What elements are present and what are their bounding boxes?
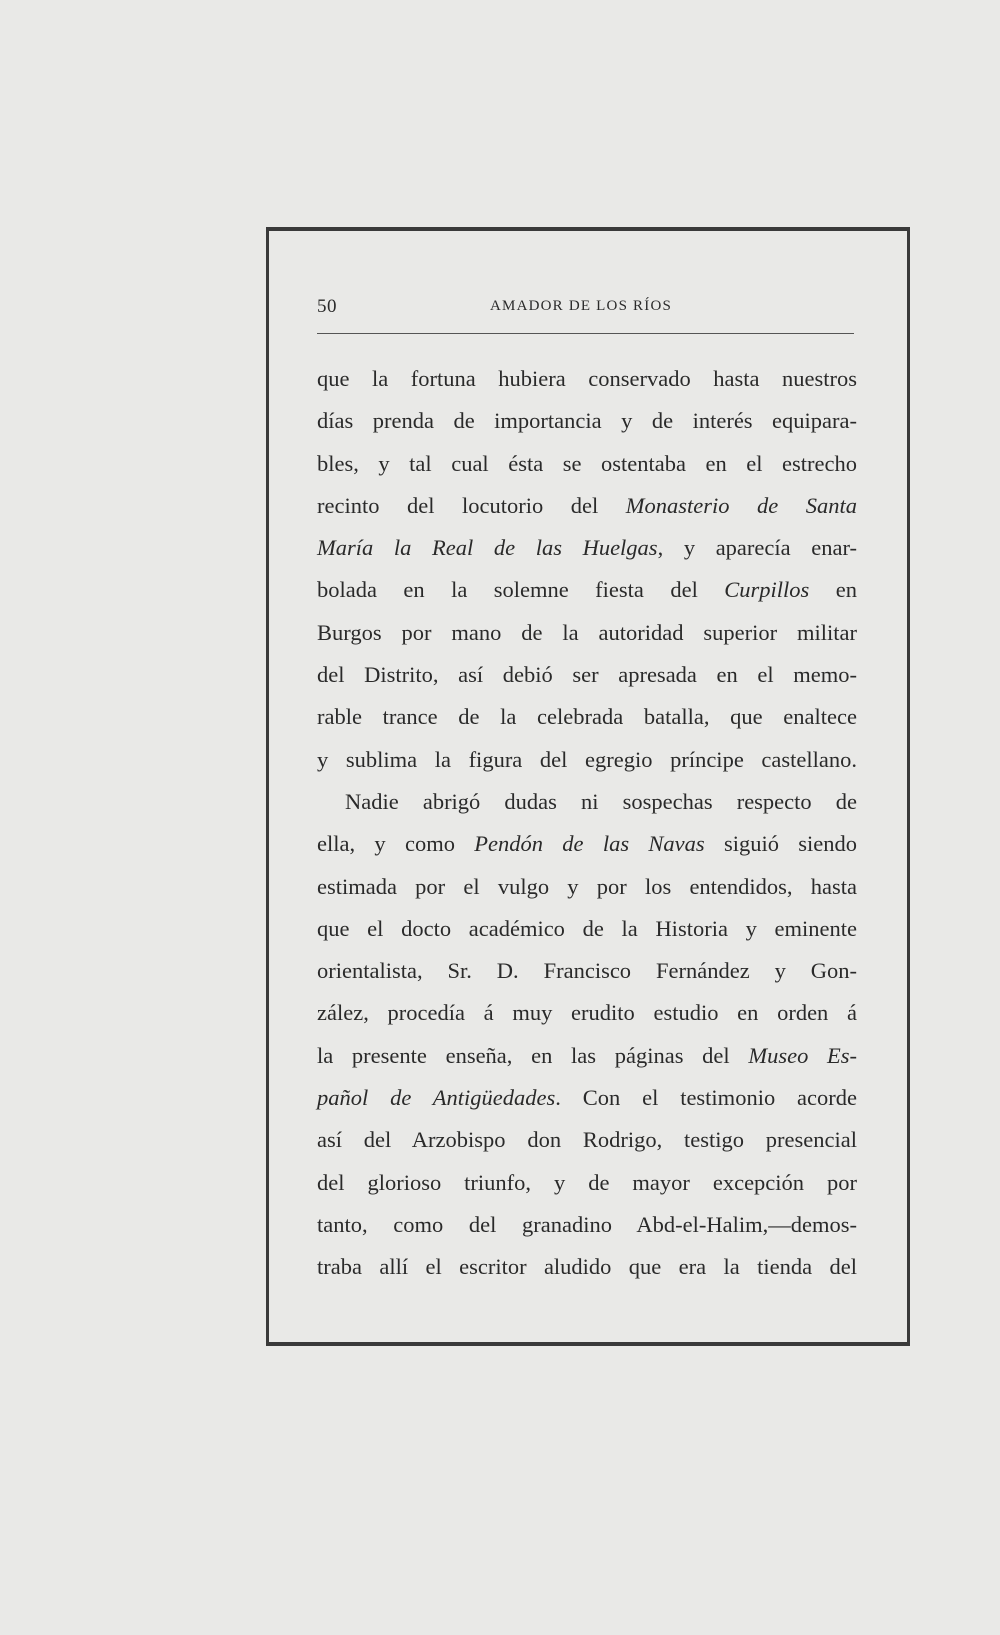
- text-span: la presente enseña, en las páginas del: [317, 1042, 749, 1068]
- text-line: [317, 823, 857, 865]
- italic-text: Monasterio de Santa: [625, 492, 857, 518]
- text-line: [317, 1162, 857, 1204]
- italic-text: María la Real de las Huelgas: [317, 535, 658, 561]
- text-span: Nadie abrigó dudas ni sospechas respecto de: [345, 788, 857, 814]
- text-span: orientalista, Sr. D. Francisco Fernández y Gon-: [317, 958, 857, 984]
- text-line: [317, 358, 857, 400]
- italic-text: Pendón de las Navas: [474, 831, 705, 857]
- text-line: [317, 950, 857, 992]
- text-span: así del Arzobispo don Rodrigo, testigo presencial: [317, 1127, 857, 1153]
- header-rule: [317, 333, 854, 334]
- text-line: [317, 696, 857, 738]
- text-line: [317, 654, 857, 696]
- text-span: estimada por el vulgo y por los entendidos, hasta: [317, 873, 857, 899]
- text-span: en: [809, 577, 857, 603]
- text-span: del glorioso triunfo, y de mayor excepción por: [317, 1169, 857, 1195]
- text-span: que el docto académico de la Historia y eminente: [317, 915, 857, 941]
- text-line: [317, 443, 857, 485]
- text-span: y sublima la figura del egregio príncipe castellano.: [317, 746, 857, 772]
- page-number: 50: [317, 296, 337, 317]
- text-line: [317, 781, 857, 823]
- text-span: . Con el testimonio acorde: [555, 1085, 857, 1111]
- text-span: siguió siendo: [704, 831, 857, 857]
- text-line: [317, 866, 857, 908]
- text-line: [317, 908, 857, 950]
- text-span: traba allí el escritor aludido que era la tienda del: [317, 1254, 857, 1280]
- text-span: , y aparecía enar-: [657, 535, 857, 561]
- running-title: AMADOR DE LOS RÍOS: [490, 298, 673, 314]
- text-span: recinto del locutorio del: [317, 492, 626, 518]
- body-text: [317, 358, 857, 1289]
- text-line: [317, 527, 857, 569]
- italic-text: pañol de Antigüedades: [317, 1085, 556, 1111]
- text-line: [317, 612, 857, 654]
- text-span: del Distrito, así debió ser apresada en el memo-: [317, 662, 857, 688]
- text-span: días prenda de importancia y de interés equipara-: [317, 408, 857, 434]
- text-span: Burgos por mano de la autoridad superior militar: [317, 619, 857, 645]
- running-header: [317, 296, 857, 320]
- text-span: bolada en la solemne fiesta del: [317, 577, 725, 603]
- text-line: [317, 1077, 857, 1119]
- text-line: [317, 1246, 857, 1288]
- text-span: tanto, como del granadino Abd-el-Halim,—demos-: [317, 1211, 857, 1237]
- italic-text: Curpillos: [724, 577, 810, 603]
- text-line: [317, 1204, 857, 1246]
- italic-text: Museo Es-: [748, 1042, 857, 1068]
- text-span: rable trance de la celebrada batalla, que enaltece: [317, 704, 857, 730]
- text-line: [317, 569, 857, 611]
- text-line: [317, 1035, 857, 1077]
- text-span: bles, y tal cual ésta se ostentaba en el estrecho: [317, 450, 857, 476]
- text-line: [317, 400, 857, 442]
- text-line: [317, 1119, 857, 1161]
- text-line: [317, 485, 857, 527]
- text-span: zález, procedía á muy erudito estudio en orden á: [317, 1000, 857, 1026]
- text-line: [317, 739, 857, 781]
- text-line: [317, 992, 857, 1034]
- text-span: que la fortuna hubiera conservado hasta nuestros: [317, 366, 857, 391]
- text-span: ella, y como: [317, 831, 475, 857]
